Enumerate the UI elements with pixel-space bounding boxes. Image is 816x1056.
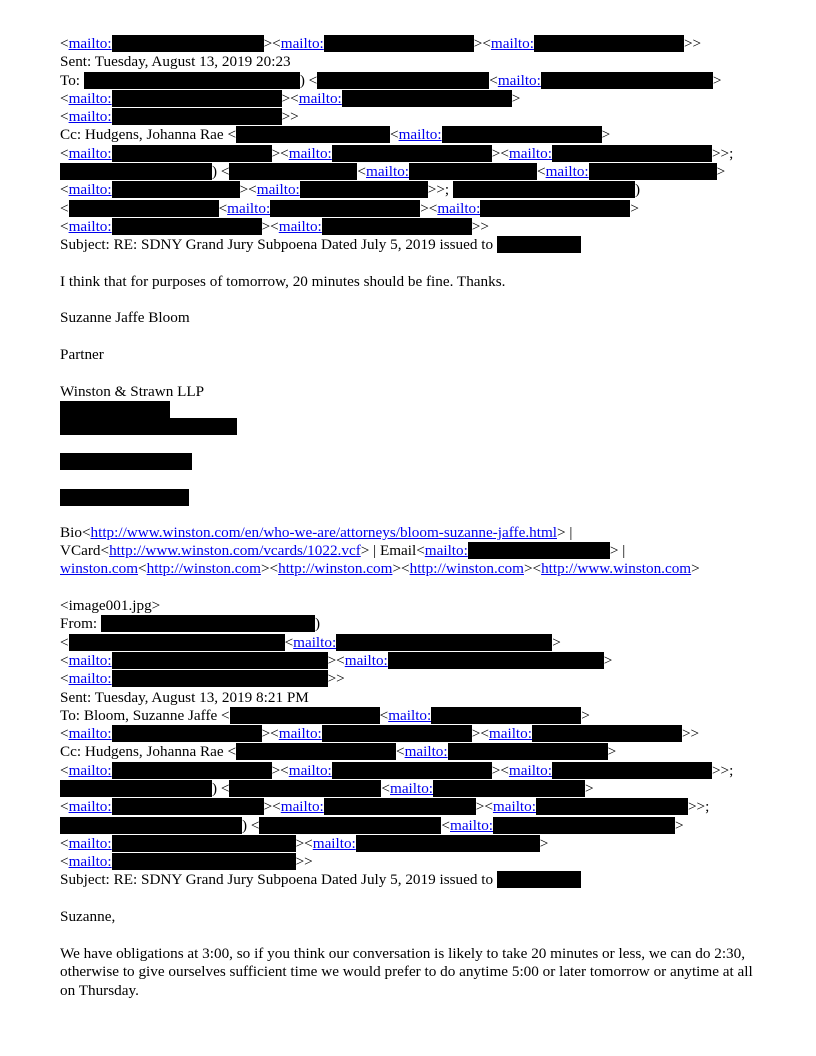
- header-recipient-line: <mailto: ><mailto: >: [60, 834, 549, 852]
- redaction: [112, 35, 264, 52]
- mailto-link[interactable]: mailto:: [68, 181, 112, 199]
- signature-title: Partner: [60, 346, 104, 364]
- mailto-link[interactable]: mailto:: [545, 163, 589, 181]
- redaction: [112, 798, 264, 815]
- redaction: [541, 72, 713, 89]
- redaction: [236, 126, 390, 143]
- redaction: [336, 634, 552, 651]
- mailto-link[interactable]: mailto:: [280, 35, 324, 52]
- subject-line: Subject: RE: SDNY Grand Jury Subpoena Dated July 5, 2019 issued to: [60, 871, 760, 889]
- redaction: [493, 817, 675, 834]
- mailto-link[interactable]: mailto:: [256, 181, 300, 199]
- website-link[interactable]: http://winston.com: [409, 560, 524, 578]
- mailto-link[interactable]: mailto:: [404, 743, 448, 761]
- redaction: [60, 489, 189, 506]
- header-recipient-line: <mailto: ><mailto: >>; ): [60, 181, 640, 199]
- header-recipient-line: < <mailto: ><mailto: >: [60, 199, 639, 217]
- website-link[interactable]: winston.com: [60, 560, 139, 578]
- redaction: [112, 181, 240, 198]
- mailto-link[interactable]: mailto:: [68, 108, 112, 126]
- website-link[interactable]: http://www.winston.com: [541, 560, 692, 578]
- mailto-link[interactable]: mailto:: [492, 798, 536, 816]
- redaction: [532, 725, 682, 742]
- redaction: [324, 798, 476, 815]
- mailto-link[interactable]: mailto:: [68, 651, 112, 669]
- mailto-link[interactable]: mailto:: [450, 816, 494, 834]
- website-link[interactable]: http://winston.com: [146, 560, 261, 578]
- mailto-link[interactable]: mailto:: [344, 651, 388, 669]
- redaction: [317, 72, 489, 89]
- redaction: [69, 634, 285, 651]
- mailto-link[interactable]: mailto:: [424, 542, 468, 560]
- mailto-link[interactable]: mailto:: [388, 706, 432, 724]
- header-recipient-line: ) < <mailto: >: [60, 780, 760, 798]
- redaction: [324, 35, 474, 52]
- mailto-link[interactable]: mailto:: [366, 163, 410, 181]
- redaction: [322, 218, 472, 235]
- redaction: [448, 743, 608, 760]
- bio-line: Bio<http://www.winston.com/en/who-we-are/attorneys/bloom-suzanne-jaffe.html> |: [60, 523, 573, 541]
- mailto-link[interactable]: mailto:: [398, 126, 442, 144]
- from-line: From: ): [60, 615, 320, 633]
- header-recipient-line: <mailto: >>: [60, 670, 345, 688]
- redaction: [589, 163, 717, 180]
- mailto-link[interactable]: mailto:: [288, 761, 332, 779]
- message-body: I think that for purposes of tomorrow, 20 minutes should be fine. Thanks.: [60, 272, 506, 290]
- message-body: We have obligations at 3:00, so if you think our conversation is likely to take 20 minutes or less, we can do 2:30, otherwise to give ourselves sufficient time we would prefer to do anytime 5:00 or later tomorrow or anytime at all on Thursday.: [60, 944, 753, 999]
- redaction: [442, 126, 602, 143]
- redaction: [60, 163, 212, 180]
- redaction: [552, 762, 712, 779]
- redaction: [60, 401, 170, 418]
- mailto-link[interactable]: mailto:: [227, 199, 271, 217]
- redaction: [431, 707, 581, 724]
- redaction: [112, 108, 282, 125]
- greeting: Suzanne,: [60, 908, 116, 926]
- redaction: [536, 798, 688, 815]
- website-line: winston.com<http://winston.com><http://winston.com><http://winston.com><http://www.winston.com>: [60, 560, 700, 578]
- mailto-link[interactable]: mailto:: [278, 725, 322, 743]
- mailto-link[interactable]: mailto:: [68, 853, 112, 871]
- redaction: [453, 181, 635, 198]
- mailto-link[interactable]: mailto:: [490, 35, 534, 52]
- header-recipient-line: <mailto: ><mailto: ><mailto: >>;: [60, 798, 710, 816]
- mailto-link[interactable]: mailto:: [288, 144, 332, 162]
- sent-line: Sent: Tuesday, August 13, 2019 20:23: [60, 53, 291, 71]
- header-recipient-line: <mailto: >>: [60, 853, 313, 871]
- mailto-link[interactable]: mailto:: [488, 725, 532, 743]
- header-recipient-line: <mailto: ><mailto: ><mailto: >>: [60, 35, 702, 52]
- redaction: [112, 725, 262, 742]
- redaction: [69, 200, 219, 217]
- redaction: [300, 181, 428, 198]
- redaction: [112, 145, 272, 162]
- redaction: [112, 670, 328, 687]
- mailto-link[interactable]: mailto:: [437, 199, 481, 217]
- header-recipient-line: ) < <mailto: >: [60, 817, 760, 835]
- redaction: [229, 780, 381, 797]
- header-recipient-line: ) < <mailto: <mailto: >: [60, 163, 760, 181]
- redaction: [112, 90, 282, 107]
- redaction: [112, 835, 296, 852]
- mailto-link[interactable]: mailto:: [68, 798, 112, 816]
- redaction: [322, 725, 472, 742]
- mailto-link[interactable]: mailto:: [293, 633, 337, 651]
- redaction: [112, 762, 272, 779]
- redaction: [60, 817, 242, 834]
- redaction: [60, 453, 192, 470]
- redaction: [112, 218, 262, 235]
- mailto-link[interactable]: mailto:: [68, 89, 112, 107]
- email-document: [60, 35, 760, 1000]
- header-recipient-line: <mailto: ><mailto: ><mailto: >>;: [60, 144, 734, 162]
- mailto-link[interactable]: mailto:: [280, 798, 324, 816]
- header-recipient-line: <mailto: ><mailto: >>: [60, 217, 489, 235]
- header-recipient-line: < <mailto: >: [60, 633, 561, 651]
- mailto-link[interactable]: mailto:: [390, 779, 434, 797]
- redaction: [388, 652, 604, 669]
- redaction: [480, 200, 630, 217]
- to-line: To: ) < <mailto: >: [60, 71, 722, 89]
- mailto-link[interactable]: mailto:: [508, 761, 552, 779]
- bio-link[interactable]: http://www.winston.com/en/who-we-are/attorneys/bloom-suzanne-jaffe.html: [90, 523, 557, 541]
- mailto-link[interactable]: mailto:: [68, 761, 112, 779]
- redaction: [270, 200, 420, 217]
- subject-line: Subject: RE: SDNY Grand Jury Subpoena Dated July 5, 2019 issued to: [60, 236, 760, 254]
- to-line: To: Bloom, Suzanne Jaffe < <mailto: >: [60, 706, 590, 724]
- redaction: [332, 145, 492, 162]
- redaction: [433, 780, 585, 797]
- vcard-line: VCard<http://www.winston.com/vcards/1022.vcf> | Email<mailto: > |: [60, 542, 626, 560]
- vcard-link[interactable]: http://www.winston.com/vcards/1022.vcf: [109, 542, 361, 560]
- redaction: [230, 707, 380, 724]
- redaction: [84, 72, 300, 89]
- header-recipient-line: <mailto: ><mailto: ><mailto: >>: [60, 725, 700, 743]
- header-recipient-line: <mailto: >>: [60, 108, 299, 126]
- website-link[interactable]: http://winston.com: [278, 560, 393, 578]
- redaction: [497, 871, 581, 888]
- header-recipient-line: <mailto: ><mailto: >: [60, 89, 521, 107]
- cc-line: Cc: Hudgens, Johanna Rae < <mailto: >: [60, 743, 617, 761]
- header-recipient-line: <mailto: ><mailto: ><mailto: >>;: [60, 761, 734, 779]
- redaction: [236, 743, 396, 760]
- redaction: [356, 835, 540, 852]
- cc-line: Cc: Hudgens, Johanna Rae < <mailto: >: [60, 126, 611, 144]
- signature-firm: Winston & Strawn LLP: [60, 382, 205, 400]
- sent-line: Sent: Tuesday, August 13, 2019 8:21 PM: [60, 688, 309, 706]
- redaction: [332, 762, 492, 779]
- mailto-link[interactable]: mailto:: [298, 89, 342, 107]
- header-recipient-line: <mailto: ><mailto: >: [60, 651, 613, 669]
- redaction: [60, 780, 212, 797]
- redaction: [259, 817, 441, 834]
- redaction: [229, 163, 357, 180]
- redaction: [468, 542, 610, 559]
- redaction: [101, 615, 315, 632]
- redaction: [342, 90, 512, 107]
- redaction: [112, 652, 328, 669]
- redaction: [112, 853, 296, 870]
- mailto-link[interactable]: mailto:: [68, 144, 112, 162]
- mailto-link[interactable]: mailto:: [312, 834, 356, 852]
- image-placeholder: <image001.jpg>: [60, 597, 161, 615]
- mailto-link[interactable]: mailto:: [68, 670, 112, 688]
- mailto-link[interactable]: mailto:: [508, 144, 552, 162]
- redaction: [534, 35, 684, 52]
- redaction: [552, 145, 712, 162]
- mailto-link[interactable]: mailto:: [68, 35, 112, 52]
- mailto-link[interactable]: mailto:: [68, 725, 112, 743]
- mailto-link[interactable]: mailto:: [68, 217, 112, 235]
- redaction: [409, 163, 537, 180]
- mailto-link[interactable]: mailto:: [497, 71, 541, 89]
- redaction: [497, 236, 581, 253]
- redaction: [60, 418, 237, 435]
- signature-name: Suzanne Jaffe Bloom: [60, 309, 190, 327]
- mailto-link[interactable]: mailto:: [278, 217, 322, 235]
- mailto-link[interactable]: mailto:: [68, 834, 112, 852]
